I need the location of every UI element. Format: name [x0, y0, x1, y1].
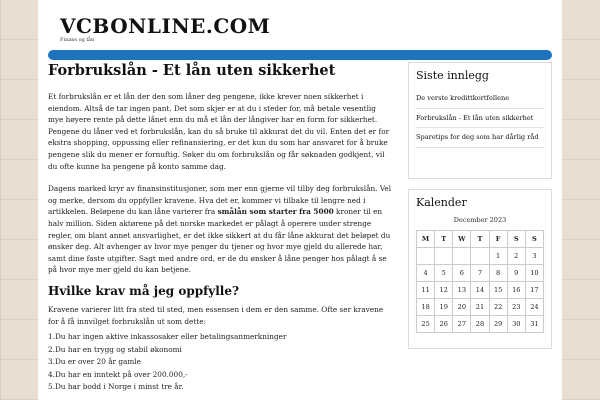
section-heading-requirements: Hvilke krav må jeg oppfylle? — [48, 283, 240, 298]
bold-highlight: smålån som starter fra 5000 — [217, 207, 334, 217]
calendar-table — [416, 230, 544, 333]
list-item: 5.Du har bodd i Norge i minst tre år. — [48, 382, 184, 392]
calendar-day — [435, 248, 453, 265]
calendar-day: 5 — [435, 265, 453, 282]
weekday-header: F — [489, 231, 507, 248]
list-item: 4.Du har en inntekt på over 200.000,- — [48, 369, 188, 379]
post-paragraph-market — [48, 183, 393, 276]
calendar-day: 23 — [507, 299, 525, 316]
calendar-day: 20 — [453, 299, 471, 316]
calendar-week-row — [417, 316, 544, 333]
calendar-day: 26 — [435, 316, 453, 333]
calendar-day: 21 — [471, 299, 489, 316]
calendar-title: Kalender — [416, 196, 467, 209]
calendar-day: 9 — [507, 265, 525, 282]
site-title-link[interactable]: VCBONLINE.COM — [60, 14, 271, 38]
calendar-day: 12 — [435, 282, 453, 299]
post-paragraph-intro: Et forbrukslån er et lån der den som låner deg pengene, ikke krever noen sikkerhet i eiendom. Altså de tar ingen pant. Det som skjer er at du i steder for, må betale vesentlig mye høyere rente på dette lånet enn du må et lån der långiver har en form for sikkerhet. Pengene du låner ved et forbrukslån, kan du så bruke til akkurat det du vil. Enten det er for ekstra shopping, oppussing eller refinansiering, er det kun du som har ansvaret for å bruke pengene slik du mener er fornuftig. Søker du om forbrukslån og får søknaden godkjent, vil du ofte kunne ha pengene på konto samme dag. — [48, 92, 390, 171]
calendar-day: 14 — [471, 282, 489, 299]
recent-post-item — [416, 128, 544, 148]
calendar-day: 30 — [507, 316, 525, 333]
recent-post-link[interactable]: Sparetips for deg som har dårlig råd — [416, 133, 539, 141]
recent-posts-title: Siste innlegg — [416, 69, 489, 82]
weekday-header: T — [471, 231, 489, 248]
calendar-caption: December 2023 — [453, 216, 507, 224]
calendar-day: 7 — [471, 265, 489, 282]
calendar-day: 3 — [525, 248, 543, 265]
calendar-week-row — [417, 265, 544, 282]
calendar-day: 1 — [489, 248, 507, 265]
list-item: 2.Du har en trygg og stabil økonomi — [48, 344, 182, 354]
calendar-day: 16 — [507, 282, 525, 299]
recent-posts-widget — [408, 62, 552, 179]
calendar-day: 4 — [417, 265, 435, 282]
calendar-day: 8 — [489, 265, 507, 282]
calendar-day: 22 — [489, 299, 507, 316]
recent-post-item — [416, 109, 544, 129]
calendar-widget — [408, 189, 552, 349]
calendar-day — [471, 248, 489, 265]
site-description: Finans og lån — [60, 37, 95, 43]
calendar-day: 15 — [489, 282, 507, 299]
calendar-day — [453, 248, 471, 265]
calendar-day: 13 — [453, 282, 471, 299]
site-header — [60, 16, 270, 43]
calendar-day: 24 — [525, 299, 543, 316]
weekday-header: S — [507, 231, 525, 248]
list-item: 3.Du er over 20 år gamle — [48, 357, 141, 367]
post-paragraph-requirements-intro: Kravene varierer litt fra sted til sted, men essensen i dem er den samme. Ofte ser kravene for å få innvilget forbrukslån ut som dette: — [48, 304, 384, 326]
calendar-day: 29 — [489, 316, 507, 333]
weekday-header: W — [453, 231, 471, 248]
paragraph-text: Dagens marked kryr av finansinstitusjoner, som mer enn gjerne vil tilby deg forbrukslån. Vel og merke, dersom du oppfyller kravene. Hva det er, kommer vi tilbake til lengre ned i artikkelen. Beløpene du kan låne varierer fra — [48, 184, 392, 217]
sidebar — [408, 62, 552, 349]
calendar-week-row — [417, 248, 544, 265]
calendar-day: 11 — [417, 282, 435, 299]
calendar-day: 19 — [435, 299, 453, 316]
calendar-day: 17 — [525, 282, 543, 299]
recent-post-link[interactable]: Forbrukslån - Et lån uten sikkerhet — [416, 113, 534, 122]
calendar-week-row — [417, 299, 544, 316]
calendar-day: 18 — [417, 299, 435, 316]
requirements-list — [48, 331, 393, 394]
calendar-day: 2 — [507, 248, 525, 265]
list-item: 1.Du har ingen aktive inkassosaker eller betalingsanmerkninger — [48, 332, 287, 342]
calendar-week-row — [417, 282, 544, 299]
main-navigation-bar[interactable] — [48, 50, 552, 60]
calendar-day: 10 — [525, 265, 543, 282]
calendar-day: 6 — [453, 265, 471, 282]
recent-post-item — [416, 89, 544, 109]
weekday-header: M — [417, 231, 435, 248]
post-title: Forbrukslån - Et lån uten sikkerhet — [48, 62, 336, 79]
weekday-header: S — [525, 231, 543, 248]
main-content — [48, 62, 393, 394]
paragraph-text: kroner til en halv million. Siden aktørene på det norske markedet er pålagt å operere under strenge regler, om blant annet ansvarlighet, er det ikke sikkert at du får låne akkurat det beløpet du ønsker deg. Alt avhenger av hvor mye penger du tjener og hvor mye gjeld du allerede har, samt dine faste utgifter. Sagt med andre ord, er de du ønsker å låne penger hos pålagt å se på hvor mye mer gjeld du kan betjene. — [48, 207, 391, 275]
recent-post-link[interactable]: De verste kredittkortfellene — [416, 94, 510, 102]
calendar-day: 25 — [417, 316, 435, 333]
calendar-day: 31 — [525, 316, 543, 333]
calendar-day: 27 — [453, 316, 471, 333]
calendar-day: 28 — [471, 316, 489, 333]
recent-posts-list — [416, 89, 544, 148]
weekday-header: T — [435, 231, 453, 248]
calendar-weekday-row — [417, 231, 544, 248]
calendar-day — [417, 248, 435, 265]
page-container — [38, 0, 562, 400]
